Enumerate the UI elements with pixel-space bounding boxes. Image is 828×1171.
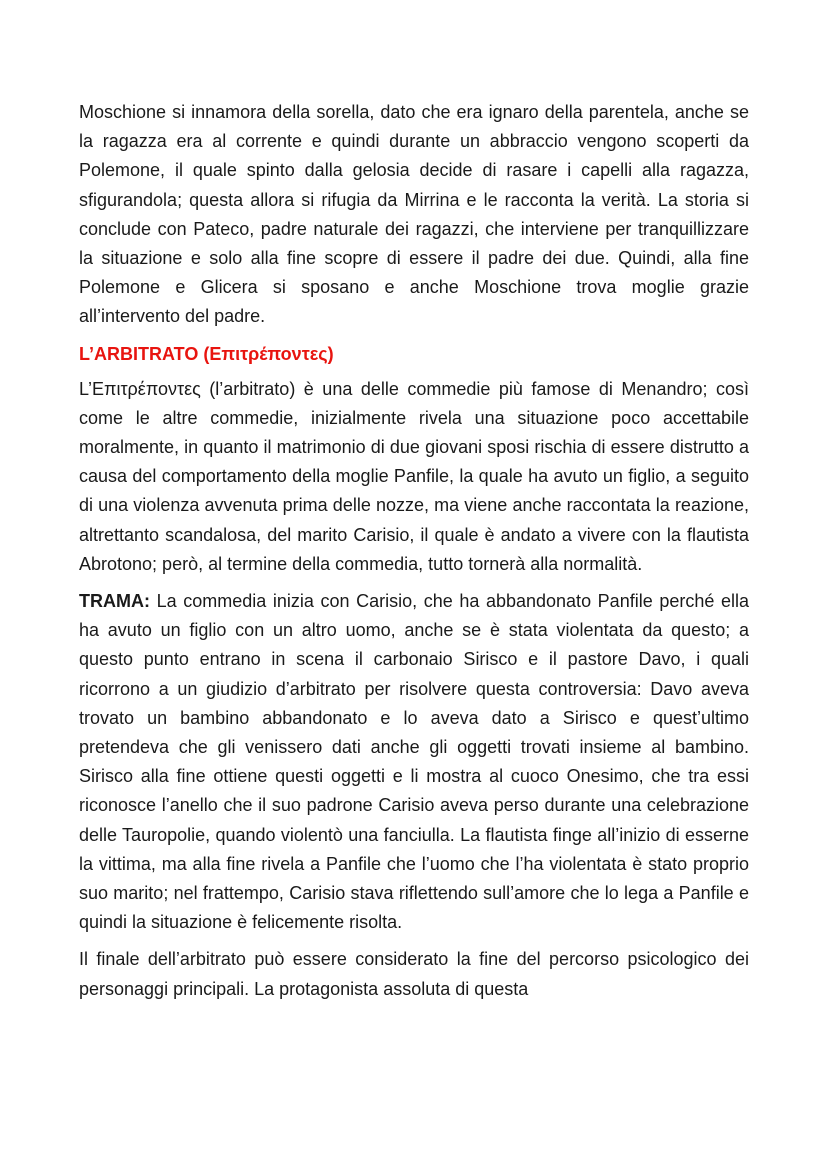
paragraph-1: Moschione si innamora della sorella, dato che era ignaro della parentela, anche se la ragazza era al corrente e quindi durante un abbraccio vengono scoperti da Polemone, il quale spinto dalla gelosia decide di rasare i capelli alla ragazza, sfigurandola; questa allora si rifugia da Mirrina e le racconta la verità. La storia si conclude con Pateco, padre naturale dei ragazzi, che interviene per tranquillizzare la situazione e solo alla fine scopre di essere il padre dei due. Quindi, alla fine Polemone e Glicera si sposano e anche Moschione trova moglie grazie all’intervento del padre. — [79, 102, 749, 327]
paragraph-3-text: La commedia inizia con Carisio, che ha abbandonato Panfile perché ella ha avuto un figlio con un altro uomo, anche se è stata violentata da questo; a questo punto entrano in scena il carbonaio Sirisco e il pastore Davo, i quali ricorrono a un giudizio d’arbitrato per risolvere questa controversia: Davo aveva trovato un bambino abbandonato e lo aveva dato a Sirisco e quest’ultimo pretendeva che gli venissero dati anche gli oggetti trovati insieme al bambino. Sirisco alla fine ottiene questi oggetti e li mostra al cuoco Onesimo, che tra essi riconosce l’anello che il suo padrone Carisio aveva perso durante una celebrazione delle Tauropolie, quando violentò una fanciulla. La flautista finge all’inizio di esserne la vittima, ma alla fine rivela a Panfile che l’uomo che l’ha violentata è stato proprio suo marito; nel frattempo, Carisio stava riflettendo sull’amore che lo lega a Panfile e quindi la situazione è felicemente risolta. — [79, 591, 749, 933]
document-body — [79, 98, 749, 1012]
paragraph-2: L’Επιτρέποντες (l’arbitrato) è una delle commedie più famose di Menandro; così come le altre commedie, inizialmente rivela una situazione poco accettabile moralmente, in quanto il matrimonio di due giovani sposi rischia di essere distrutto a causa del comportamento della moglie Panfile, la quale ha avuto un figlio, a seguito di una violenza avvenuta prima delle nozze, ma viene anche raccontata la reazione, altrettanto scandalosa, del marito Carisio, il quale è andato a vivere con la flautista Abrotono; però, al termine della commedia, tutto tornerà alla normalità. — [79, 378, 749, 574]
trama-label: TRAMA: — [79, 591, 150, 612]
paragraph-4: Il finale dell’arbitrato può essere considerato la fine del percorso psicologico dei personaggi principali. La protagonista assoluta di questa — [79, 949, 749, 999]
paragraph-3 — [79, 587, 749, 937]
section-heading: L’ARBITRATO (Επιτρέποντες) — [79, 343, 334, 364]
